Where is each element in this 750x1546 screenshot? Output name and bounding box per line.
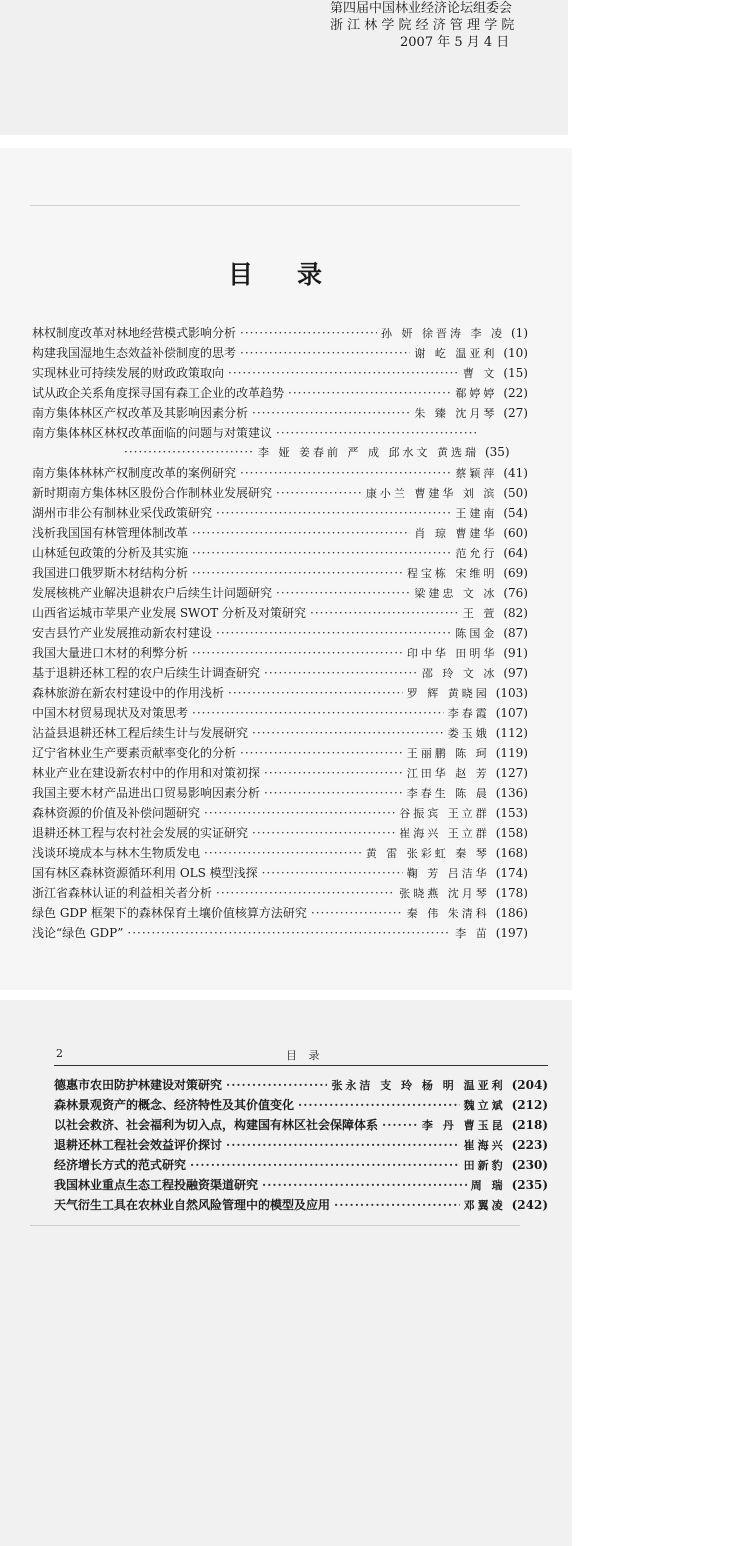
toc-entry[interactable]: 沾益县退耕还林工程后续生计与发展研究 ····· 娄玉娥 (112)	[32, 724, 528, 744]
leader-dots	[192, 706, 444, 720]
leader-dots	[216, 626, 451, 640]
leader-dots	[216, 506, 451, 520]
leader-dots	[252, 726, 444, 740]
organizer-line-1: 第四届中国林业经济论坛组委会	[330, 1, 513, 16]
toc-entry[interactable]: 我国进口俄罗斯木材结构分析 ····· 程宝栋 宋维明 (69)	[32, 564, 528, 584]
toc-entry[interactable]: 林权制度改革对林地经营模式影响分析 ····· 孙 妍 徐晋涛 李 凌 (1)	[32, 324, 528, 344]
toc-entry[interactable]: 辽宁省林业生产要素贡献率变化的分析 ····· 王丽鹏 陈 珂 (119)	[32, 744, 528, 764]
leader-dots	[288, 386, 451, 400]
toc-entry[interactable]: 林业产业在建设新农村中的作用和对策初探 ····· 江田华 赵 芳 (127)	[32, 764, 528, 784]
toc-entry[interactable]: 安吉县竹产业发展推动新农村建设 ····· 陈国金 (87)	[32, 624, 528, 644]
leader-dots	[311, 906, 403, 920]
signature-date: 2007 年 5 月 4 日	[400, 35, 510, 50]
leader-dots	[310, 606, 459, 620]
leader-dots	[240, 466, 451, 480]
toc-entry[interactable]: 南方集体林林产权制度改革的案例研究 ····· 蔡颖萍 (41)	[32, 464, 528, 484]
toc-entry[interactable]: 经济增长方式的范式研究 ····· 田新豹 (230)	[54, 1156, 548, 1176]
leader-dots	[240, 346, 410, 360]
leader-dots	[264, 766, 403, 780]
toc-entry[interactable]: 国有林区森林资源循环利用 OLS 模型浅探 ····· 鞠 芳 吕洁华 (174)	[32, 864, 528, 884]
toc-entry[interactable]: 湖州市非公有制林业采伐政策研究 ····· 王建南 (54)	[32, 504, 528, 524]
toc-entry[interactable]: 我国大量进口木材的利弊分析 ····· 印中华 田明华 (91)	[32, 644, 528, 664]
leader-dots	[252, 406, 410, 420]
leader-dots	[382, 1118, 418, 1132]
toc-entry[interactable]: 以社会救济、社会福利为切入点，构建国有林区社会保障体系 ····· 李 丹 曹玉昆 (218)	[54, 1116, 548, 1136]
leader-dots	[252, 826, 395, 840]
toc-entry[interactable]: 山西省运城市苹果产业发展 SWOT 分析及对策研究 ····· 王 萱 (82)	[32, 604, 528, 624]
toc-heading: 目录	[228, 260, 367, 289]
leader-dots	[262, 1178, 467, 1192]
organizer-line-2: 浙 江 林 学 院 经 济 管 理 学 院	[330, 18, 515, 33]
toc-entry[interactable]: 浅析我国国有林管理体制改革 ····· 肖 琼 曹建华 (60)	[32, 524, 528, 544]
toc-entry[interactable]: 南方集体林区产权改革及其影响因素分析 ····· 朱 臻 沈月琴 (27)	[32, 404, 528, 424]
toc-entry[interactable]: 试从政企关系角度探寻国有森工企业的改革趋势 ····· 郗婷婷 (22)	[32, 384, 528, 404]
preface-signature	[330, 0, 530, 51]
toc-entry[interactable]: 浅谈环境成本与林木生物质发电 ····· 黄 雷 张彩虹 秦 琴 (168)	[32, 844, 528, 864]
toc-entry[interactable]: 实现林业可持续发展的财政政策取向 ····· 曹 文 (15)	[32, 364, 528, 384]
leader-dots	[334, 1198, 460, 1212]
toc-entry[interactable]: 退耕还林工程社会效益评价探讨 ····· 崔海兴 (223)	[54, 1136, 548, 1156]
toc-entry[interactable]: 我国林业重点生态工程投融资渠道研究 ····· 周 瑞 (235)	[54, 1176, 548, 1196]
leader-dots	[226, 1078, 327, 1092]
leader-dots	[264, 786, 403, 800]
leader-dots	[216, 886, 395, 900]
leader-dots	[240, 326, 377, 340]
toc-entry[interactable]: 新时期南方集体林区股份合作制林业发展研究 ····· 康小兰 曹建华 刘 滨 (50)	[32, 484, 528, 504]
leader-dots	[192, 546, 451, 560]
leader-dots	[190, 1158, 460, 1172]
toc-entry[interactable]: 德惠市农田防护林建设对策研究 ····· 张永洁 支 玲 杨 明 温亚利 (204)	[54, 1076, 548, 1096]
leader-dots	[228, 366, 459, 380]
toc-entry[interactable]: 浅论“绿色 GDP” ····· 李 苗 (197)	[32, 924, 528, 944]
bleed-through-rule	[30, 1225, 520, 1226]
toc-entry[interactable]: 中国木材贸易现状及对策思考 ····· 李春霞 (107)	[32, 704, 528, 724]
toc-entry[interactable]: 基于退耕还林工程的农户后续生计调查研究 ····· 邵 玲 文 冰 (97)	[32, 664, 528, 684]
toc-entry[interactable]: 构建我国湿地生态效益补偿制度的思考 ····· 谢 屹 温亚利 (10)	[32, 344, 528, 364]
leader-dots	[264, 666, 418, 680]
leader-dots	[226, 1138, 460, 1152]
leader-dots	[192, 566, 403, 580]
leader-dots	[204, 806, 395, 820]
leader-dots	[127, 926, 451, 940]
toc-entry[interactable]: 天气衍生工具在农林业自然风险管理中的模型及应用 ····· 邓翼凌 (242)	[54, 1196, 548, 1216]
leader-dots	[204, 846, 362, 860]
running-head: 目 录	[286, 1049, 324, 1062]
toc-entry[interactable]: 森林景观资产的概念、经济特性及其价值变化 ····· 魏立斌 (212)	[54, 1096, 548, 1116]
toc-entry[interactable]: 山林延包政策的分析及其实施 ····· 范允行 (64)	[32, 544, 528, 564]
toc-entry[interactable]: 森林资源的价值及补偿问题研究 ····· 谷振宾 王立群 (153)	[32, 804, 528, 824]
page-number: 2	[56, 1047, 63, 1060]
leader-dots	[228, 686, 403, 700]
toc-entry[interactable]: 南方集体林区林权改革面临的问题与对策建议 ·····	[32, 424, 488, 444]
toc-entry-continued[interactable]: ····· 李 娅 姜春前 严 成 邱水文 黄选瑞 (35)	[120, 444, 528, 464]
toc-entry[interactable]: 浙江省森林认证的利益相关者分析 ····· 张晓燕 沈月琴 (178)	[32, 884, 528, 904]
leader-dots	[192, 646, 403, 660]
leader-dots	[192, 526, 410, 540]
bleed-through-rule	[30, 205, 520, 206]
toc-entry[interactable]: 森林旅游在新农村建设中的作用浅析 ····· 罗 辉 黄晓园 (103)	[32, 684, 528, 704]
leader-dots	[262, 866, 403, 880]
leader-dots	[276, 486, 362, 500]
leader-dots	[240, 746, 403, 760]
toc-entry[interactable]: 退耕还林工程与农村社会发展的实证研究 ····· 崔海兴 王立群 (158)	[32, 824, 528, 844]
leader-dots	[298, 1098, 460, 1112]
leader-dots	[276, 586, 410, 600]
toc-entry[interactable]: 绿色 GDP 框架下的森林保育土壤价值核算方法研究 ····· 秦 伟 朱清科 (186)	[32, 904, 528, 924]
leader-dots	[124, 445, 254, 459]
toc-entry[interactable]: 发展核桃产业解决退耕农户后续生计问题研究 ····· 梁建忠 文 冰 (76)	[32, 584, 528, 604]
toc-entry[interactable]: 我国主要木材产品进出口贸易影响因素分析 ····· 李春生 陈 晨 (136)	[32, 784, 528, 804]
leader-dots	[276, 426, 478, 440]
page-2-running-header	[54, 1045, 548, 1066]
